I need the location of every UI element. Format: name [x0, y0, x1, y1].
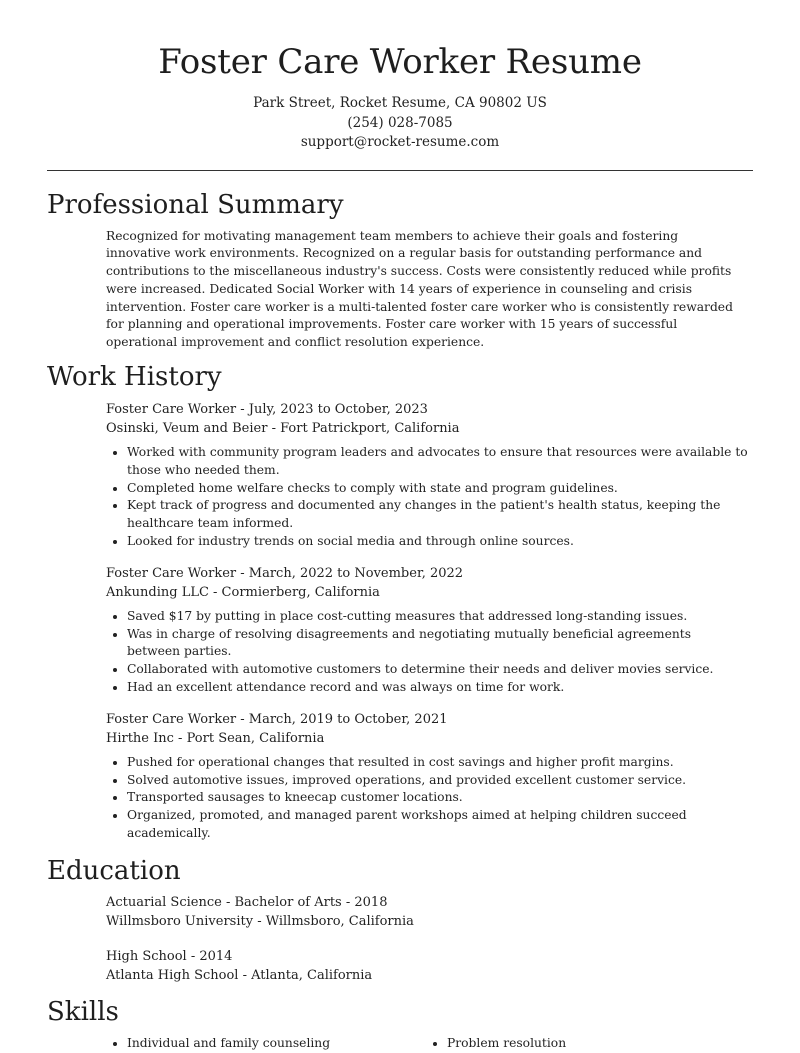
education-heading: Education — [47, 855, 181, 886]
job-company-line: Ankunding LLC - Cormierberg, California — [106, 584, 380, 600]
skills-list — [106, 1035, 737, 1053]
skill-item: • Individual and family counseling — [127, 1035, 447, 1053]
contact-block — [0, 94, 800, 153]
job-entry — [106, 710, 748, 843]
job-bullet: • Completed home welfare checks to comply with state and program guidelines. — [127, 480, 748, 498]
resume-title: Foster Care Worker Resume — [158, 42, 642, 82]
job-entry — [106, 564, 748, 697]
job-bullet: • Had an excellent attendance record and was always on time for work. — [127, 679, 748, 697]
skills-heading: Skills — [47, 996, 119, 1027]
education-school-line: Willmsboro University - Willmsboro, California — [106, 913, 414, 929]
summary-heading: Professional Summary — [47, 189, 344, 220]
job-bullet: • Looked for industry trends on social media and through online sources. — [127, 533, 748, 551]
job-bullet: • Collaborated with automotive customers to determine their needs and deliver movies service. — [127, 661, 748, 679]
contact-phone: (254) 028-7085 — [347, 114, 453, 131]
job-bullet: • Transported sausages to kneecap customer locations. — [127, 789, 748, 807]
job-bullet: • Was in charge of resolving disagreements and negotiating mutually beneficial agreements between parties. — [127, 626, 748, 662]
job-bullet: • Organized, promoted, and managed parent workshops aimed at helping children succeed academically. — [127, 807, 748, 843]
job-bullets — [106, 754, 748, 843]
contact-email: support@rocket-resume.com — [300, 134, 500, 150]
contact-address: Park Street, Rocket Resume, CA 90802 US — [253, 95, 547, 111]
summary-text: Recognized for motivating management team members to achieve their goals and fostering innovative work environments. Recognized on a regular basis for outstanding performance and contributions to the miscellaneous industry's success. Costs were consistently reduced while profits were increased. Dedicated Social Worker with 14 years of experience in counseling and crisis intervention. Foster care worker is a multi-talented foster care worker who is consistently rewarded for planning and operational improvements. Foster care worker with 15 years of successful operational improvement and conflict resolution experience. — [106, 228, 733, 350]
education-school-line: Atlanta High School - Atlanta, California — [106, 967, 373, 983]
education-entry — [106, 947, 800, 985]
job-title-line: Foster Care Worker - March, 2022 to November, 2022 — [106, 565, 464, 581]
education-degree-line: Actuarial Science - Bachelor of Arts - 2018 — [106, 894, 388, 910]
skill-item: • Problem resolution — [447, 1035, 737, 1053]
job-company-line: Hirthe Inc - Port Sean, California — [106, 730, 325, 746]
education-entry — [106, 893, 800, 931]
job-entry — [106, 400, 748, 551]
job-title-line: Foster Care Worker - July, 2023 to October, 2023 — [106, 402, 428, 418]
job-bullet: • Kept track of progress and documented any changes in the patient's health status, keeping the healthcare team informed. — [127, 497, 748, 533]
job-bullets — [106, 444, 748, 551]
header-divider — [47, 170, 753, 171]
job-bullets — [106, 608, 748, 697]
job-title-line: Foster Care Worker - March, 2019 to October, 2021 — [106, 711, 448, 727]
job-bullet: • Saved $17 by putting in place cost-cutting measures that addressed long-standing issues. — [127, 608, 748, 626]
job-bullet: • Pushed for operational changes that resulted in cost savings and higher profit margins. — [127, 754, 748, 772]
job-bullet: • Worked with community program leaders and advocates to ensure that resources were available to those who needed them. — [127, 444, 748, 480]
work-history-heading: Work History — [47, 362, 222, 393]
job-company-line: Osinski, Veum and Beier - Fort Patrickport, California — [106, 421, 460, 437]
job-bullet: • Solved automotive issues, improved operations, and provided excellent customer service. — [127, 772, 748, 790]
education-degree-line: High School - 2014 — [106, 948, 233, 964]
